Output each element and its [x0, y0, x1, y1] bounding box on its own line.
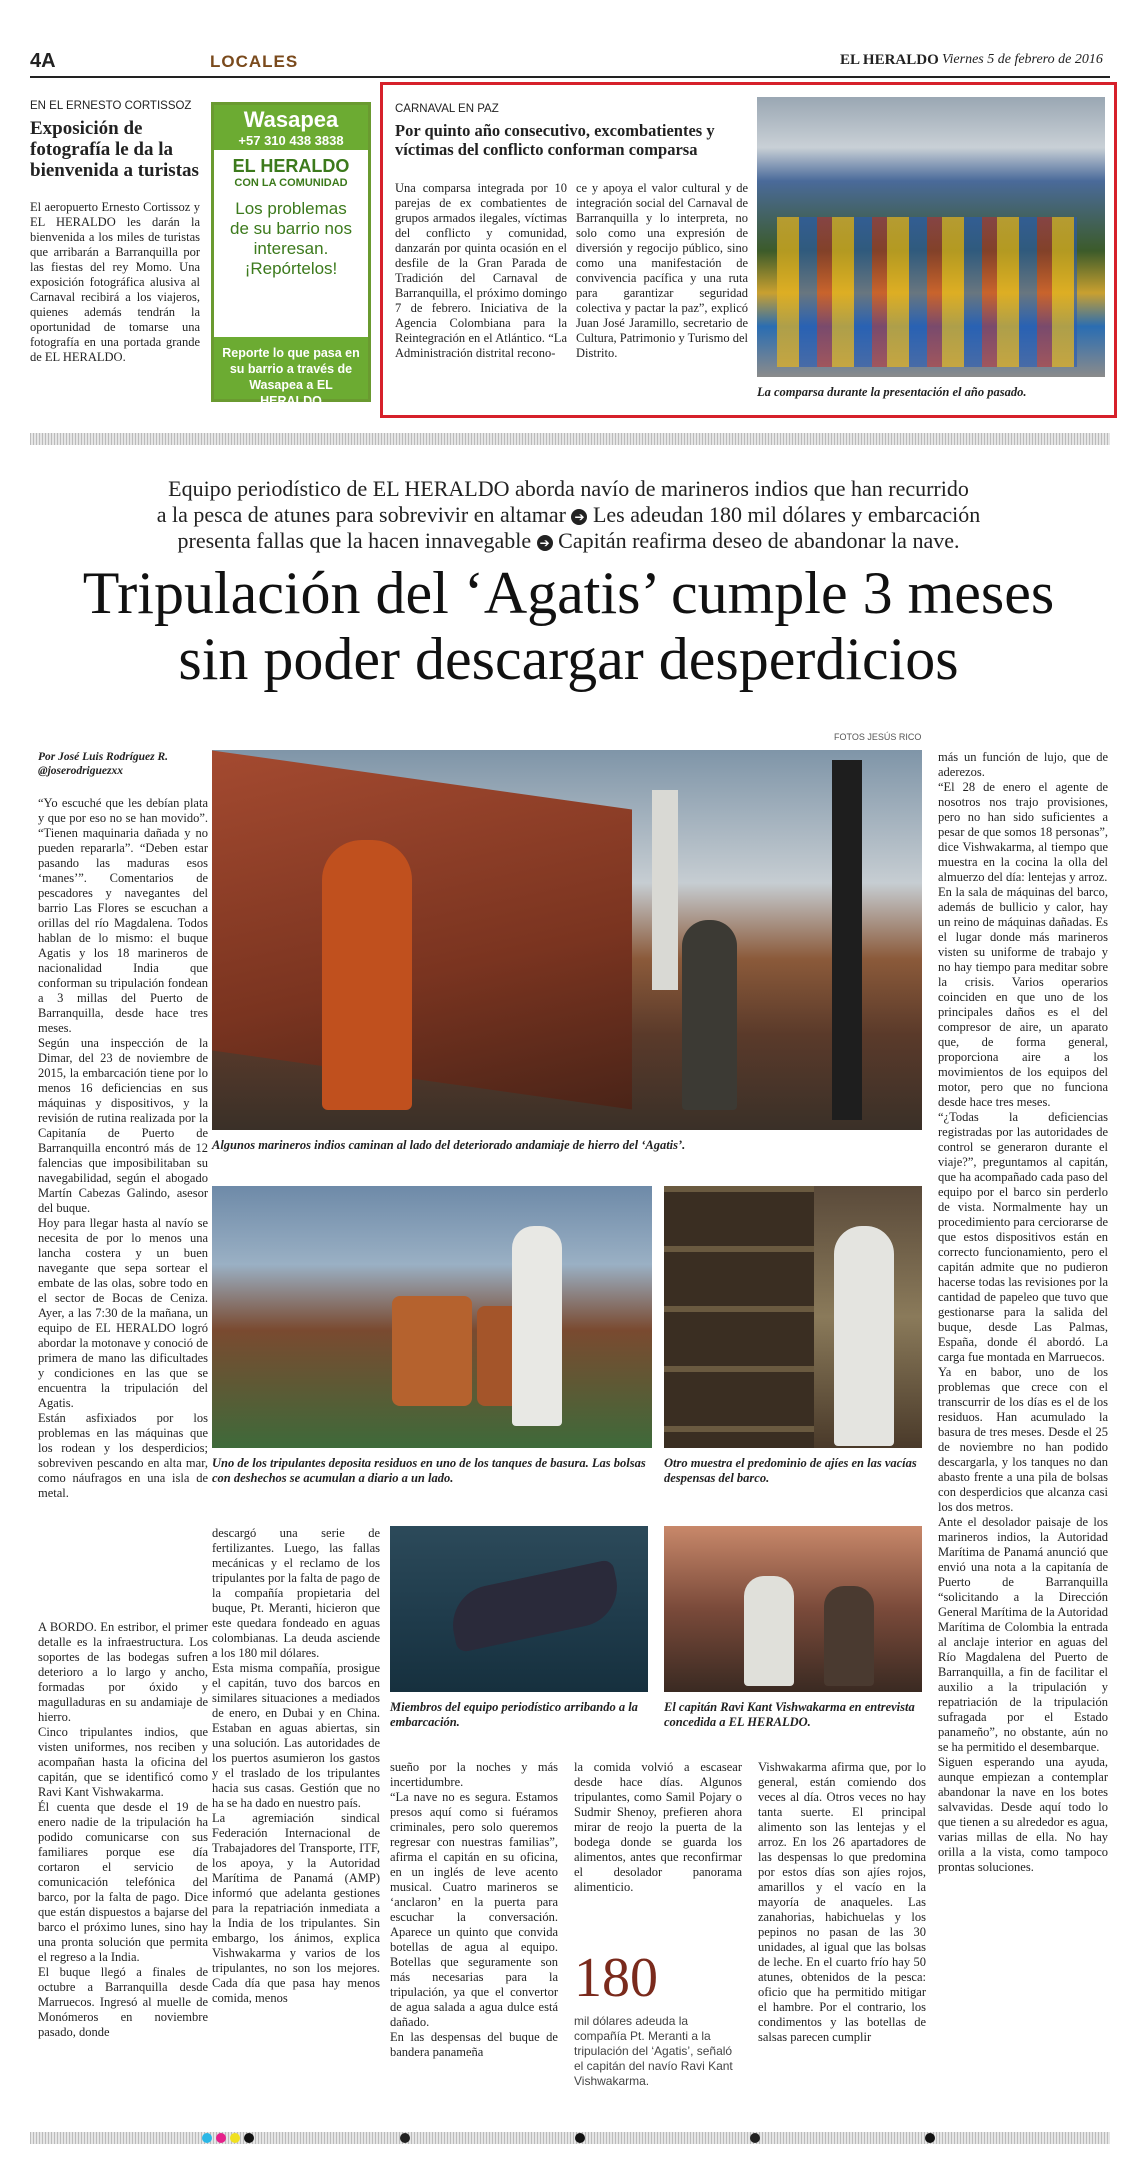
deck-line-3b: Capitán reafirma deseo de abandonar la nave.: [558, 528, 960, 553]
ship-mast: [652, 790, 678, 990]
color-dot: [230, 2133, 240, 2143]
carnival-photo: [757, 97, 1105, 377]
boat: [446, 1559, 625, 1653]
ad-line1: EL HERALDO: [232, 156, 350, 176]
caption-photo-5: El capitán Ravi Kant Vishwakarma en entrevista concedida a EL HERALDO.: [664, 1700, 915, 1729]
color-dot: [575, 2133, 585, 2143]
brief-title: Exposición de fotografía le da la bienvenida a turistas: [30, 118, 199, 181]
brief-body: El aeropuerto Ernesto Cortissoz y EL HERALDO les darán la bienvenida a los miles de turistas que arribarán a Barranquilla por las fiestas del rey Momo. Una exposición fotográfica alusiva al Carnaval recibirá a los viajeros, quienes además tendrán la oportunidad de tomarse una fotografía en una portada grande de EL HERALDO.: [30, 200, 200, 364]
color-dot: [400, 2133, 410, 2143]
sailor-figure: [834, 1226, 894, 1446]
carnival-photo-figures: [777, 217, 1077, 367]
ship-crane: [832, 760, 862, 1120]
ad-footer: Reporte lo que pasa en su barrio a través de Wasapea a EL HERALDO: [214, 337, 368, 399]
photo-captain-interview: [664, 1526, 922, 1692]
byline-handle: @joserodriguezxx: [38, 765, 123, 777]
photo-boat-arrival: [390, 1526, 648, 1692]
carnival-photo-caption: La comparsa durante la presentación el año pasado.: [757, 385, 1027, 399]
article-col1-bottom: A BORDO. En estribor, el primer detalle es la infraestructura. Los soportes de las bodegas sufren deterioro a lo largo y ancho, formadas por óxido y magulladuras en su andamiaje de hierro. Cinco tripulantes indios, que visten uniformes, nos reciben y acompañan hasta la oficina del capitán, que se identificó como Ravi Kant Vishwakarma. Él cuenta que desde el 19 de enero nadie de la tripulación ha podido comunicarse con sus familiares porque ese día cortaron el servicio de comunicación telefónica del barco, por la falta de pago. Dice que están dispuestos a bajarse del barco el próximo lunes, sino hay una pronta solución que permita el regreso a la India. El buque llegó a finales de octubre a Barranquilla desde Marruecos. Ingresó al muelle de Monómeros en noviembre pasado, donde: [38, 1620, 208, 2039]
carnival-col1: Una comparsa integrada por 10 parejas de ex combatientes de grupos armados ilegales, víctimas del conflicto y comunidad, danzarán por quinta ocasión en el desfile de la Gran Parada de Tradición del Carnaval de Barranquilla, el próximo domingo 7 de febrero. Iniciativa de la Agencia Colombiana para la Reintegración en el Atlántico. “La Administración distrital recono-: [395, 181, 567, 360]
color-dot: [216, 2133, 226, 2143]
article-col1-top: “Yo escuché que les debían plata y que por eso no se han movido”. “Tienen maquinaria dañada y no pueden repararla”. “Deben estar pasando las maduras esos ‘manes’”. Comentarios de pescadores y navegantes del barrio Las Flores se escuchan a orillas del río Magdalena. Todos hablan de lo mismo: el buque Agatis y los 18 marineros de nacionalidad India que conforman su tripulación fondean a 3 millas del Puerto de Barranquilla, desde hace tres meses. Según una inspección de la Dimar, del 23 de noviembre de 2015, la embarcación tiene por lo menos 16 deficiencias en sus máquinas y dispositivos, y la revisión de rutina realizada por la Capitanía de Puerto de Barranquilla encontró más de 12 falencias que imposibilitaban su navegabilidad, según el abogado Martín Cabezas Galindo, asesor del buque. Hoy para llegar hasta al navío se necesita de por lo menos una lancha costera y un buen navegante que sepa sortear el embate de las olas, sobre todo en el sector de Bocas de Ceniza. Ayer, a las 7:30 de la mañana, un equipo de EL HERALDO logró abordar la motonave y conoció de primera de mano las dificultades y condiciones en las que se encuentra la tripulación del Agatis. Están asfixiados por los problemas en las máquinas que los rodean y los desperdicios; sobreviven pescando en alta mar, como náufragos en una isla de metal.: [38, 796, 208, 1500]
deck-line-2a: a la pesca de atunes para sobrevivir en altamar: [156, 502, 566, 527]
byline-author: Por José Luis Rodríguez R.: [38, 751, 169, 763]
article-col5: Vishwakarma afirma que, por lo general, están comiendo dos veces al día. Otros veces no hay tanta suerte. El principal alimento son las lentejas y el arroz. En los 26 apartadores de las despensas lo que predomina por estos días son ajíes rojos, amarillos y el vacío en la mayoría de anaqueles. Las zanahorias, habichuelas y los pepinos no pasan de las 30 unidades, al igual que las bolsas de leche. En el cuarto frío hay 50 atunes, obtenidos de la pesca: oficio que ha permitido mitigar el hambre. Por el contrario, los condimentos y las botellas de salsas parecen cumplir: [758, 1760, 926, 2044]
ad-phone: +57 310 438 3838: [214, 133, 368, 150]
page-number: 4A: [30, 50, 56, 72]
sailor-figure: [322, 840, 412, 1110]
caption-photo-2: Uno de los tripulantes deposita residuos en uno de los tanques de basura. Las bolsas con deshechos se acumulan a diario a un lado.: [212, 1456, 646, 1485]
photo-credit: FOTOS JESÚS RICO: [834, 732, 922, 742]
color-dot: [202, 2133, 212, 2143]
deck-line-3a: presenta fallas que la hacen innavegable: [177, 528, 532, 553]
masthead-rule: [30, 76, 1110, 78]
stat-number: 180: [574, 1947, 658, 2009]
caption-photo-1: Algunos marineros indios caminan al lado del deteriorado andamiaje de hierro del ‘Agatis’.: [212, 1138, 686, 1152]
arrow-right-icon: ➔: [537, 535, 553, 551]
sailor-figure: [512, 1226, 562, 1426]
stat-text: mil dólares adeuda la compañía Pt. Meranti a la tripulación del ‘Agatis’, señaló el capitán del navío Ravi Kant Vishwakarma.: [574, 2014, 733, 2088]
caption-photo-3: Otro muestra el predominio de ajíes en las vacías despensas del barco.: [664, 1456, 917, 1485]
garbage-barrel: [392, 1296, 472, 1406]
masthead: [30, 46, 1110, 76]
byline: [38, 750, 208, 778]
sailor-figure: [744, 1576, 794, 1686]
color-dot: [750, 2133, 760, 2143]
article-col2: descargó una serie de fertilizantes. Luego, las fallas mecánicas y el reclamo de los tripulantes por la falta de pago de la compañía propietaria del buque, Pt. Meranti, hicieron que este quedara fondeado en aguas colombianas. La deuda asciende a los 180 mil dólares. Esta misma compañía, prosigue el capitán, tuvo dos barcos en similares situaciones a mediados de enero, en Dubai y en China. Estaban en aguas abiertas, sin una solución. Las autoridades de los puertos asumieron los gastos y el traslado de los tripulantes hacia sus casas. Gestión que no ha se ha dado en nuestro país. La agremiación sindical Federación Internacional de Trabajadores del Transporte, ITF, los apoya, y la Autoridad Marítima de Panamá (AMP) informó que adelanta gestiones para la repatriación inmediata a la India de los tripulantes. Sin embargo, los ánimos, explica Vishwakarma y varios de los tripulantes, no son los mejores. Cada día que pasa hay menos comida, menos: [212, 1526, 380, 2005]
ship-hull: [212, 750, 632, 1109]
footer-band: [30, 2132, 1110, 2144]
sailor-figure: [824, 1586, 874, 1686]
article-col3: sueño por la noches y más incertidumbre. “La nave no es segura. Estamos presos aquí como si fuéramos criminales, pero solo queremos regresar con nuestras familias”, afirma el capitán en su oficina, en un inglés de leve acento musical. Cuatro marineros se ‘anclaron’ en la puerta para escuchar la conversación. Aparece un quinto que convida botellas de agua al equipo. Botellas que seguramente son más necesarias para la tripulación, ya que el convertor de agua salada a agua dulce está dañado. En las despensas del buque de bandera panameña: [390, 1760, 558, 2059]
sailor-figure: [682, 920, 737, 1110]
deck-line-1: Equipo periodístico de EL HERALDO aborda navío de marineros indios que han recurrido: [168, 476, 969, 501]
carnival-box: [380, 82, 1117, 418]
issue-date: Viernes 5 de febrero de 2016: [942, 52, 1103, 67]
deck-line-2: [0, 502, 1137, 528]
carnival-col2: ce y apoya el valor cultural y de integración social del Carnaval de Barranquilla y lo interpreta, no solo como una expresión de diversión y regocijo público, sino como una manifestación de convivencia pacífica y una ruta para garantizar seguridad colectiva y pactar la paz”, explicó Juan José Jaramillo, secretario de Cultura, Patrimonio y Turismo del Distrito.: [576, 181, 748, 360]
color-dot: [925, 2133, 935, 2143]
pantry-shelves: [664, 1186, 814, 1448]
article-col6: más un función de lujo, que de aderezos. “El 28 de enero el agente de nosotros nos trajo provisiones, pero no han sido suficientes a pesar de que somos 18 personas”, dice Vishwakarma, al tiempo que muestra en la cocina la olla del almuerzo del día: lentejas y arroz. En la sala de máquinas del barco, además de bullicio y calor, hay un reino de máquinas dañadas. Es el lugar donde más marineros visten su uniforme de trabajo y no hay tiempo para meditar sobre la crisis. Varios operarios coinciden en que uno de los principales daños es el del compresor de aire, un aparato que, de forma general, proporciona aire a los movimientos de los equipos del motor, pero que no funciona desde hace tres meses. “¿Todas la deficiencias registradas por las autoridades de control se generaron durante el viaje?”, preguntamos al capitán, que ha acompañado cada paso del equipo por el barco sin perderlo de vista. Normalmente hay un procedimiento para cerciorarse de que estos dispositivos están en correcto funcionamiento, pero el capitán admite que no pudieron hacerse todas las revisiones por la cantidad de papeleo que tuvo que gestionarse para la salida del buque, desde Las Palmas, España, donde él abordó. La carga fue montada en Marruecos. Ya en babor, uno de los problemas que crece con el transcurrir de los días es el de los residuos. Han acumulado la basura de tres meses. Desde el 25 de noviembre no han podido descargarla, y los tanques no dan abasto frente a una pila de bolsas con desperdicios que alcanza casi los dos metros. Ante el desolador paisaje de los marineros indios, la Autoridad Marítima de Panamá anunció que envió una nota a la capitanía de Puerto de Barranquilla “solicitando a la Dirección General Marítima de la Autoridad Marítima de Colombia la entrada al anclaje interior en aguas del Río Magdalena del Puerto de Barranquilla, a fin de facilitar el auxilio a la tripulación y repatriación de la tripulación sufragada por el Estado panameño”, no obstante, aún no se ha permitido el desembarque. Siguen esperando una ayuda, aunque empiezan a contemplar abandonar la nave en los botes salvavidas. Desde aquí todo lo que tienen a su alrededor es agua, varias millas de ella. No hay orilla a la vista, como tampoco prontas soluciones.: [938, 750, 1108, 1874]
section-separator: [30, 433, 1110, 445]
photo-pantry: [664, 1186, 922, 1448]
carnival-title: Por quinto año consecutivo, excombatientes y víctimas del conflicto conforman comparsa: [395, 121, 715, 159]
color-dot: [244, 2133, 254, 2143]
photo-ship-deck: [212, 750, 922, 1130]
caption-photo-4: Miembros del equipo periodístico arribando a la embarcación.: [390, 1700, 638, 1729]
headline-line-2: sin poder descargar desperdicios: [178, 626, 959, 692]
paper-name: EL HERALDO: [840, 52, 939, 68]
headline-line-1: Tripulación del ‘Agatis’ cumple 3 meses: [82, 560, 1055, 626]
ad-brand: Wasapea: [214, 105, 368, 133]
photo-garbage-tanks: [212, 1186, 652, 1448]
deck-line-3: [0, 528, 1137, 554]
ad-tagline: Los problemas de su barrio nos interesan. ¡Repórtelos!: [230, 199, 352, 278]
main-headline: [0, 560, 1137, 692]
deck-line-2b: Les adeudan 180 mil dólares y embarcación: [592, 502, 981, 527]
section-name: LOCALES: [210, 52, 299, 71]
ad-line2: CON LA COMUNIDAD: [234, 177, 348, 189]
arrow-right-icon: ➔: [571, 509, 587, 525]
carnival-kicker: CARNAVAL EN PAZ: [395, 103, 499, 115]
brief-kicker: EN EL ERNESTO CORTISSOZ: [30, 100, 192, 112]
article-col4: la comida volvió a escasear desde hace días. Algunos tripulantes, como Samil Pojary o Sudmir Shenoy, prefieren ahora mirar de reojo la puerta de la bodega donde se guarda los alimentos, antes que reconfirmar el desolador panorama alimenticio.: [574, 1760, 742, 1894]
main-deck: [0, 476, 1137, 554]
wasapea-ad: [211, 102, 371, 408]
